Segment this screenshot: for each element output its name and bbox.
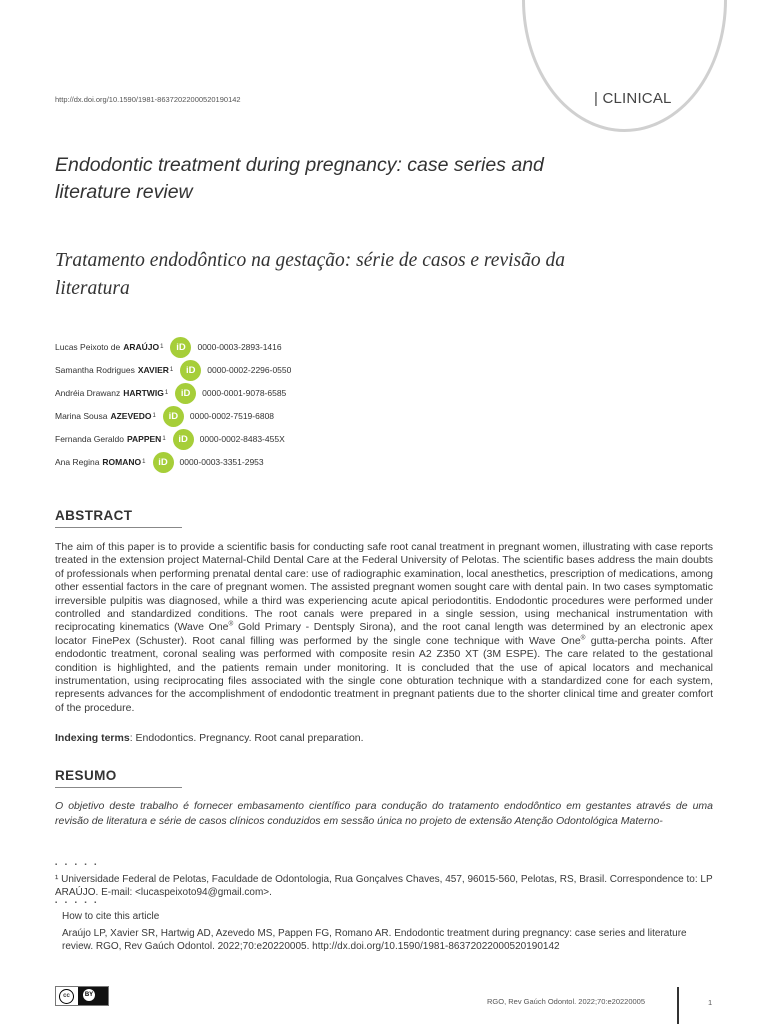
author-given-name: Marina Sousa (55, 411, 108, 421)
orcid-icon[interactable]: iD (153, 452, 174, 473)
abstract-text-part: Gold Primary - Dentsply Sirona), and the root canal length was determined by an electronic apex locator FinePex (Schuster). Root canal filling was performed by the single cone technique with Wave One (55, 621, 713, 647)
orcid-icon[interactable]: iD (170, 337, 191, 358)
header-arc-decoration (522, 0, 727, 132)
article-title-portuguese: Tratamento endodôntico na gestação: série de casos e revisão da literatura (55, 250, 565, 299)
by-attribution-icon: BY (83, 989, 95, 1001)
author-given-name: Lucas Peixoto de (55, 342, 121, 352)
resumo-heading: RESUMO (55, 768, 117, 783)
author-surname: PAPPEN (127, 434, 162, 444)
orcid-id[interactable]: 0000-0002-2296-0550 (207, 365, 292, 375)
article-title-english: Endodontic treatment during pregnancy: case series and literature review (55, 154, 544, 203)
cc-icon: cc (59, 989, 74, 1004)
indexing-terms-label: Indexing terms (55, 732, 130, 744)
affiliation-footnote: ¹ Universidade Federal de Pelotas, Faculdade de Odontologia, Rua Gonçalves Chaves, 457, 96015-560, Pelotas, RS, Brasil. Correspondence to: LP ARAÚJO. E-mail: <lucaspeixoto94@gmail.com>. (55, 874, 713, 899)
author-affiliation-mark: 1 (164, 390, 169, 396)
footnote-divider-dots: ▪ ▪ ▪ ▪ ▪ (55, 900, 100, 906)
author-affiliation-mark: 1 (162, 436, 166, 442)
orcid-id[interactable]: 0000-0002-7519-6808 (189, 411, 275, 421)
orcid-id[interactable]: 0000-0001-9078-6585 (202, 388, 287, 398)
abstract-body (55, 541, 713, 715)
footnote-divider-dots: ▪ ▪ ▪ ▪ ▪ (55, 862, 100, 868)
section-label: | CLINICAL (594, 90, 672, 107)
author-entry (55, 405, 274, 427)
author-given-name: Andréia Drawanz (55, 388, 121, 398)
orcid-id[interactable]: 0000-0003-3351-2953 (179, 457, 264, 467)
author-entry (55, 451, 264, 473)
author-affiliation-mark: 1 (152, 413, 156, 419)
how-to-cite-label: How to cite this article (62, 911, 160, 922)
orcid-icon[interactable]: iD (173, 429, 194, 450)
orcid-id[interactable]: 0000-0002-8483-455X (199, 434, 285, 444)
author-surname: HARTWIG (123, 388, 164, 398)
author-given-name: Fernanda Geraldo (55, 434, 124, 444)
abstract-heading-rule (55, 527, 182, 528)
doi-link[interactable]: http://dx.doi.org/10.1590/1981-86372022000520190142 (55, 95, 241, 104)
orcid-icon[interactable]: iD (175, 383, 196, 404)
creative-commons-license-icon[interactable] (55, 986, 109, 1006)
registered-mark: ® (580, 634, 586, 642)
author-entry (55, 428, 285, 450)
author-surname: XAVIER (137, 365, 169, 375)
author-entry (55, 336, 282, 358)
author-surname: AZEVEDO (110, 411, 152, 421)
page-number: 1 (708, 998, 713, 1007)
orcid-id[interactable]: 0000-0003-2893-1416 (197, 342, 282, 352)
author-affiliation-mark: 1 (169, 367, 174, 373)
orcid-icon[interactable]: iD (180, 360, 201, 381)
footer-divider (677, 987, 679, 1024)
author-given-name: Ana Regina (55, 457, 100, 467)
registered-mark: ® (228, 620, 234, 628)
resumo-body: O objetivo deste trabalho é fornecer embasamento científico para condução do tratamento endodôntico em gestantes através de uma revisão de literatura e série de casos clínicos conduzidos em sessão única no projeto de extensão Atenção Odontológica Materno- (55, 800, 713, 827)
abstract-text-part: The aim of this paper is to provide a scientific basis for conducting safe root canal treatment in pregnant women, illustrating with case reports treated in the extension project Maternal-Child Dental Care at the Federal University of Pelotas. The scientific bases address the main doubts of professionals when performing prenatal dental care: use of radiographic examination, local anesthetics, prescription of medications, among other essential factors in the care of pregnant women. The assisted pregnant women sought care with dental pain. In two cases symptomatic irreversible pulpitis was diagnosed, while a third was experiencing acute apical periodontitis. Endodontic procedures were performed under controlled and standardized conditions. The root canals were prepared in a single session, using mechanical instrumentation with reciprocating kinematics (Wave One (55, 541, 713, 634)
indexing-terms (55, 732, 713, 744)
author-surname: ARAÚJO (123, 342, 160, 352)
journal-citation-footer: RGO, Rev Gaúch Odontol. 2022;70:e20220005 (487, 997, 646, 1006)
citation-text: Araújo LP, Xavier SR, Hartwig AD, Azevedo MS, Pappen FG, Romano AR. Endodontic treatment during pregnancy: case series and literature review. RGO, Rev Gaúch Odontol. 2022;70:e20220005. http://dx.doi.org/10.1590/1981-86372022000520190142 (62, 928, 687, 953)
abstract-heading: ABSTRACT (55, 508, 133, 523)
indexing-terms-list: : Endodontics. Pregnancy. Root canal preparation. (129, 732, 364, 744)
author-surname: ROMANO (102, 457, 142, 467)
orcid-icon[interactable]: iD (163, 406, 184, 427)
author-entry (55, 359, 291, 381)
author-affiliation-mark: 1 (142, 459, 146, 465)
author-given-name: Samantha Rodrigues (55, 365, 135, 375)
author-affiliation-mark: 1 (160, 344, 164, 350)
resumo-heading-rule (55, 787, 182, 788)
abstract-text-part: gutta-percha points. After endodontic treatment, coronal sealing was performed with composite resin A2 Z350 XT (3M ESPE). The care related to the gestational condition is highlighted, and the patients remain under monitoring. It is concluded that the use of apical locators and mechanical instrumentation, using reciprocating files associated with the single cone obturation technique with a standardized cone for each system, represents advances for the accomplishment of endodontic treatment in pregnant patients due to the shorter clinical time and greater comfort of the procedure. (55, 634, 713, 714)
author-entry (55, 382, 286, 404)
